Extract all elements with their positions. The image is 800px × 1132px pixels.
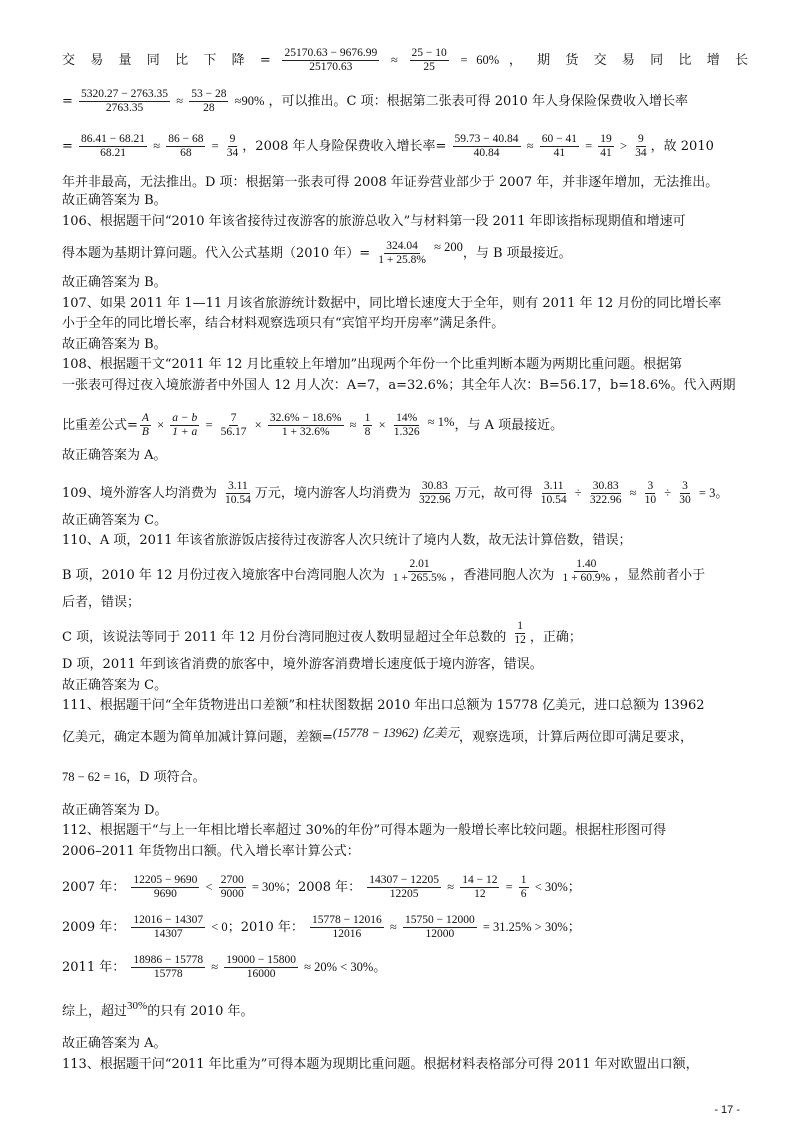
denominator: 10.54 <box>540 494 567 506</box>
math-symbol: × <box>157 418 165 432</box>
math-symbol: ≈ <box>349 418 357 432</box>
denominator: 34 <box>635 147 647 159</box>
numerator: 18986 − 15778 <box>133 954 204 966</box>
fraction <box>453 133 521 160</box>
math-symbol: = 3 <box>698 486 716 500</box>
math-result: ≈90% <box>234 94 265 108</box>
fraction <box>131 874 199 901</box>
question-line-108: 108、根据题干文“2011 年 12 月比重较上年增加”出现两个年份一个比重判断本题为两期比重问题。根据第 <box>62 357 683 372</box>
numerator: 2.01 <box>409 558 430 570</box>
fraction <box>392 412 422 439</box>
text-span: 万元，境内游客人均消费为 <box>254 486 411 501</box>
fraction <box>219 874 246 901</box>
denominator: 322.96 <box>419 494 451 506</box>
math-symbol: ≈ <box>629 486 637 500</box>
math-symbol: ≈ <box>211 960 219 974</box>
numerator: 12016 − 14307 <box>133 914 204 926</box>
text-span: ，可以推出。C 项：根据第二张表可得 2010 年人身保险保费收入增长率 <box>268 94 688 109</box>
denominator: 68 <box>180 147 192 159</box>
fraction <box>170 412 199 439</box>
text-span: B 项，2010 年 12 月份过夜入境旅客中台湾同胞人次为 <box>62 568 385 583</box>
answer-line: 故正确答案为 C。 <box>62 513 168 528</box>
numerator: 25170.63 − 9676.99 <box>284 47 378 59</box>
numerator: 3 <box>647 480 654 492</box>
fraction <box>140 412 151 439</box>
numerator: 30.83 <box>421 480 448 492</box>
denominator: 12205 <box>389 888 419 900</box>
fraction <box>403 914 477 941</box>
numerator: 14 − 12 <box>462 874 498 886</box>
text-line <box>62 768 748 787</box>
fraction <box>189 88 228 115</box>
numerator: 1 <box>520 874 527 886</box>
answer-line: 故正确答案为 C。 <box>62 678 168 693</box>
question-line-109 <box>62 480 748 507</box>
text-line <box>62 558 748 589</box>
fraction <box>588 480 624 507</box>
text-line <box>62 88 748 115</box>
answer-line: 故正确答案为 B。 <box>62 193 167 208</box>
math-symbol: ÷ <box>574 486 582 500</box>
math-symbol: < 30% <box>534 880 568 894</box>
fraction <box>539 480 569 507</box>
answer-line: 故正确答案为 B。 <box>62 275 167 290</box>
numerator: 60 − 41 <box>541 133 577 145</box>
numerator: 9 <box>638 133 644 145</box>
fraction <box>224 954 298 981</box>
math-symbol: < 0 <box>211 920 228 934</box>
denominator: 41 <box>553 147 566 159</box>
text-span: 109、境外游客人均消费为 <box>62 486 217 501</box>
text-span: = <box>62 139 73 154</box>
denominator: 6 <box>520 888 527 900</box>
numerator: 1.40 <box>576 558 597 570</box>
question-line-107: 107、如果 2011 年 1—11 月该省旅游统计数据中，同比增长速度大于全年，则有 2011 年 12 月份的同比增长率 <box>62 296 722 311</box>
fraction <box>633 133 649 160</box>
numerator: 25 − 10 <box>411 47 447 59</box>
math-symbol: 78 − 62 = 16 <box>62 770 127 784</box>
denominator: 1 + a <box>172 426 198 438</box>
text-line: D 项，2011 年到该省消费的旅客中，境外游客消费增长速度低于境内游客，错误。 <box>62 657 543 672</box>
numerator: 32.6% − 18.6% <box>269 412 342 424</box>
text-line <box>62 412 748 439</box>
text-span: ；2010 年： <box>227 920 304 935</box>
denominator: 25 <box>423 61 435 73</box>
text-line: 后者，错误； <box>62 595 141 610</box>
text-span: 得本题为基期计算问题。代入公式基期（2010 年）= <box>62 246 371 261</box>
text-span: 交 易 量 同 比 下 降 = <box>62 53 271 68</box>
numerator: 3 <box>682 480 688 492</box>
math-symbol: = <box>505 880 513 894</box>
denominator: 1 + 25.8% <box>378 254 426 266</box>
text-span: 比重差公式= <box>62 418 138 433</box>
denominator: 14307 <box>153 928 183 940</box>
text-span: 。 <box>373 960 387 975</box>
math-symbol: ≈ <box>390 53 398 67</box>
denominator: 40.84 <box>473 147 500 159</box>
fraction <box>79 88 170 115</box>
text-line: 小于全年的同比增长率，结合材料观察选项只有“宾馆平均开房率”满足条件。 <box>62 316 505 331</box>
numerator: 59.73 − 40.84 <box>454 133 519 145</box>
fraction <box>282 47 379 74</box>
text-span: ，2008 年人身险保费收入增长率= <box>242 139 447 154</box>
text-span: ；2008 年： <box>284 880 362 895</box>
math-symbol: ÷ <box>664 486 672 500</box>
math-result: = 60% <box>460 53 500 67</box>
math-symbol: ≈ 1% <box>427 415 455 429</box>
denominator: 1 + 32.6% <box>281 426 330 438</box>
fraction <box>410 47 449 74</box>
text-span: C 项，该说法等同于 2011 年 12 月份台湾同胞过夜人数明显超过全年总数的 <box>62 630 507 645</box>
fraction <box>560 558 612 585</box>
fraction <box>363 412 373 439</box>
math-symbol: ≈ <box>526 139 534 153</box>
numerator: 86 − 68 <box>168 133 204 145</box>
numerator: 7 <box>230 412 237 424</box>
denominator: 9690 <box>153 888 177 900</box>
fraction <box>166 133 205 160</box>
fraction <box>391 558 448 585</box>
text-span: ，观察选项，计算后两位即可满足要求， <box>459 730 694 745</box>
text-span: ，正确； <box>529 630 582 645</box>
numerator: 1 <box>517 620 524 632</box>
math-symbol: = <box>585 139 593 153</box>
text-span: ，与 A 项最接近。 <box>454 418 564 433</box>
math-symbol: = 30% <box>251 880 285 894</box>
text-span: 2009 年： <box>62 920 126 935</box>
text-span: ； <box>567 880 581 895</box>
formula-line-2007 <box>62 874 748 901</box>
text-span: 万元，故可得 <box>454 486 533 501</box>
text-span: ； <box>567 920 581 935</box>
question-line-113: 113、根据题干问“2011 年比重为”可得本题为现期比重问题。根据材料表格部分可得 2011 年对欧盟出口额， <box>62 1057 699 1072</box>
math-symbol: 30% <box>127 1000 148 1012</box>
numerator: 12205 − 9690 <box>133 874 198 886</box>
denominator: 1 + 60.9% <box>562 572 611 584</box>
text-span: 。 <box>715 486 729 501</box>
denominator: 12000 <box>425 928 455 940</box>
fraction <box>540 133 579 160</box>
denominator: 12016 <box>332 928 362 940</box>
fraction <box>223 480 253 507</box>
text-line: 一张表可得过夜入境旅游者中外国人 12 月人次：A=7，a=32.6%；其全年人次：B=56.17，b=18.6%。代入两期 <box>62 378 736 393</box>
math-symbol: = 31.25% > 30% <box>482 920 568 934</box>
text-span: 综上，超过 <box>62 1004 128 1019</box>
denominator: 41 <box>600 147 612 159</box>
denominator: 10 <box>644 494 657 506</box>
fraction <box>310 914 384 941</box>
question-line-111: 111、根据题干问“全年货物进出口差额”和柱状图数据 2010 年出口总额为 15778 亿美元，进口总额为 13962 <box>62 698 705 713</box>
text-span: 亿美元，确定本题为简单加减计算问题，差额= <box>62 730 333 745</box>
denominator: 8 <box>364 426 371 438</box>
fraction <box>367 874 441 901</box>
denominator: 1.326 <box>393 426 420 438</box>
numerator: 324.04 <box>386 240 418 252</box>
numerator: 19 <box>600 133 612 145</box>
math-symbol: ≈ <box>447 880 455 894</box>
numerator: A <box>141 412 149 424</box>
formula-line-2011 <box>62 954 748 981</box>
text-line <box>62 620 748 651</box>
text-line <box>62 47 748 74</box>
text-line <box>62 133 748 160</box>
math-symbol: ≈ 20% < 30% <box>304 960 374 974</box>
denominator: 10.54 <box>224 494 251 506</box>
denominator: 25170.63 <box>309 61 353 73</box>
math-symbol: (15778 − 13962) 亿美元 <box>332 726 460 740</box>
text-span: 2007 年： <box>62 880 126 895</box>
text-line <box>62 728 748 747</box>
fraction <box>677 480 693 507</box>
answer-line: 故正确答案为 A。 <box>62 448 167 463</box>
denominator: 2763.35 <box>105 102 144 114</box>
question-line-106: 106、根据题干问“2010 年该省接待过夜游客的旅游总收入”与材料第一段 2011 年即该指标现期值和增速可 <box>62 214 686 229</box>
fraction <box>268 412 344 439</box>
fraction <box>519 874 529 901</box>
question-line-110: 110、A 项，2011 年该省旅游饭店接待过夜游客人次只统计了境内人数，故无法计算倍数，错误； <box>62 533 632 548</box>
denominator: 9000 <box>220 888 244 900</box>
formula-line-2009 <box>62 914 748 941</box>
fraction <box>225 133 241 160</box>
denominator: 15778 <box>153 968 183 980</box>
math-symbol: ≈ <box>153 139 161 153</box>
text-span: 2011 年： <box>62 960 126 975</box>
answer-line: 故正确答案为 B。 <box>62 337 167 352</box>
math-symbol: × <box>254 418 262 432</box>
numerator: 14307 − 12205 <box>369 874 440 886</box>
answer-line: 故正确答案为 A。 <box>62 1036 167 1051</box>
text-span: = <box>62 94 73 109</box>
question-line-112: 112、根据题干“与上一年相比增长率超过 30%的年份”可得本题为一般增长率比较问题。根据柱形图可得 <box>62 823 667 838</box>
text-span: ， 期 货 交 易 同 比 增 长 <box>508 53 748 68</box>
denominator: 322.96 <box>589 494 622 506</box>
numerator: 15750 − 12000 <box>404 914 475 926</box>
fraction <box>79 133 147 160</box>
text-span: 的只有 2010 年。 <box>147 1004 254 1019</box>
denominator: 68.21 <box>100 147 126 159</box>
text-span: ，显然前者小于 <box>614 568 706 583</box>
fraction <box>376 240 428 267</box>
denominator: 1 + 265.5% <box>392 572 447 584</box>
text-span: ，香港同胞人次为 <box>450 568 555 583</box>
numerator: 2700 <box>220 874 244 886</box>
numerator: 3.11 <box>543 480 564 492</box>
page-number: - 17 - <box>714 1104 740 1116</box>
fraction <box>460 874 499 901</box>
numerator: 15778 − 12016 <box>312 914 382 926</box>
fraction <box>598 133 614 160</box>
numerator: 19000 − 15800 <box>226 954 297 966</box>
denominator: 56.17 <box>220 426 247 438</box>
math-symbol: ≈ <box>176 94 184 108</box>
numerator: 14% <box>396 412 418 424</box>
denominator: 12 <box>474 888 486 900</box>
text-line: 2006–2011 年货物出口额。代入增长率计算公式： <box>62 844 360 859</box>
numerator: 9 <box>229 133 236 145</box>
denominator: 28 <box>203 102 215 114</box>
text-span: ，故 2010 <box>650 139 714 154</box>
numerator: 86.41 − 68.21 <box>81 133 146 145</box>
numerator: 3.11 <box>228 480 248 492</box>
fraction <box>131 954 205 981</box>
text-line <box>62 1000 748 1021</box>
math-symbol: ≈ <box>389 920 397 934</box>
text-line <box>62 240 748 267</box>
math-symbol: > <box>619 139 627 153</box>
numerator: 1 <box>364 412 371 424</box>
numerator: 53 − 28 <box>191 88 227 100</box>
fraction <box>219 412 249 439</box>
text-line: 年并非最高，无法推出。D 项：根据第一张表可得 2008 年证券营业部少于 2007 年，并非逐年增加，无法推出。 <box>62 175 719 190</box>
denominator: B <box>141 426 149 438</box>
fraction <box>131 914 205 941</box>
math-symbol: < <box>205 880 213 894</box>
numerator: 30.83 <box>592 480 619 492</box>
text-span: ，D 项符合。 <box>126 770 206 785</box>
fraction <box>643 480 659 507</box>
numerator: 5320.27 − 2763.35 <box>81 88 169 100</box>
math-symbol: ≈ 200 <box>434 240 463 254</box>
denominator: 34 <box>226 147 239 159</box>
fraction <box>512 620 528 647</box>
text-span: ，与 B 项最接近。 <box>462 246 572 261</box>
denominator: 16000 <box>246 968 276 980</box>
math-symbol: = <box>205 418 213 432</box>
numerator: a − b <box>172 412 198 424</box>
fraction <box>417 480 453 507</box>
denominator: 12 <box>514 634 526 646</box>
math-symbol: = <box>211 139 219 153</box>
answer-line: 故正确答案为 D。 <box>62 803 168 818</box>
denominator: 30 <box>679 494 691 506</box>
math-symbol: × <box>378 418 386 432</box>
